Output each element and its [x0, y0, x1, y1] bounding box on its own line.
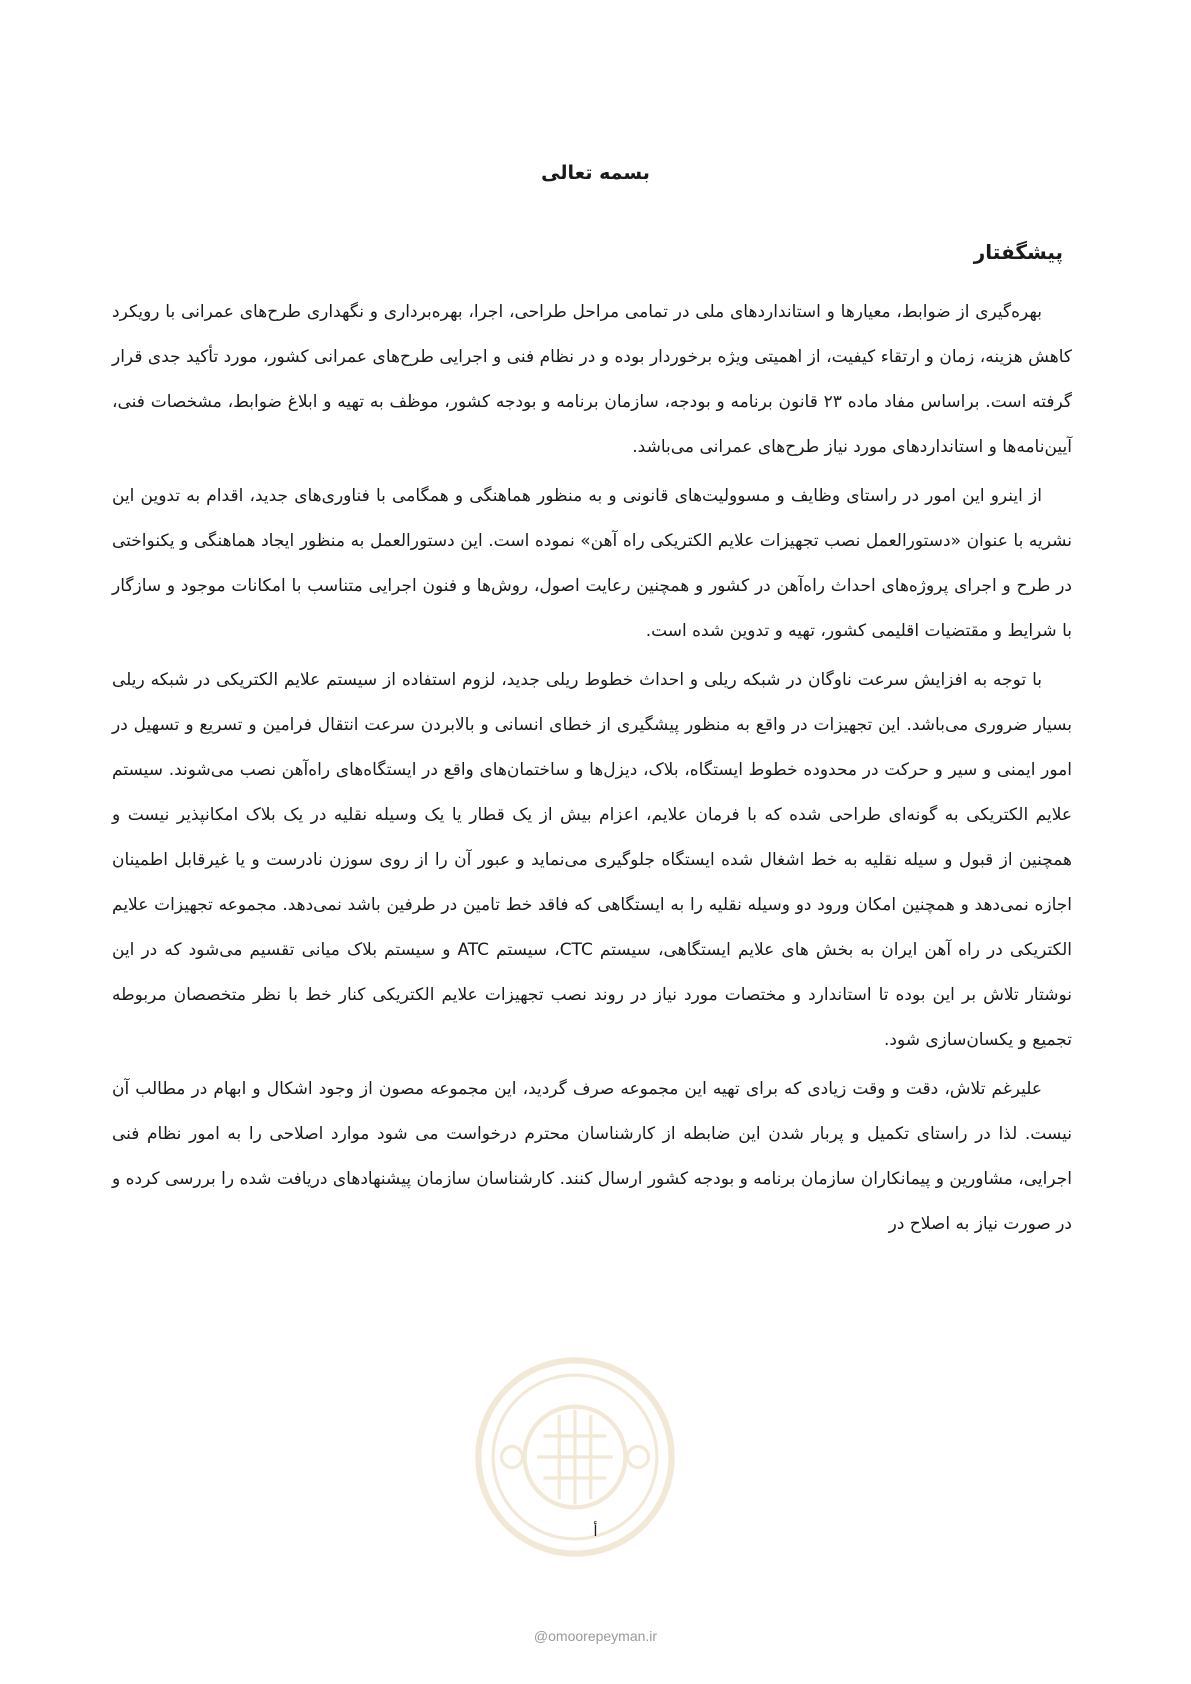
watermark-footer: @omoorepeyman.ir [533, 1628, 658, 1644]
paragraph-1: بهره‌گیری از ضوابط، معیارها و استانداردهای ملی در تمامی مراحل طراحی، اجرا، بهره‌برداری و نگهداری طرح‌های عمرانی با رویکرد کاهش هزینه، زمان و ارتقاء کیفیت، از اهمیتی ویژه برخوردار بوده و در نظام فنی و اجرایی طرح‌های عمرانی کشور، مورد تأکید جدی قرار گرفته است. براساس مفاد ماده ۲۳ قانون برنامه و بودجه، سازمان برنامه و بودجه کشور، موظف به تهیه و ابلاغ ضوابط، مشخصات فنی، آیین‌نامه‌ها و استانداردهای مورد نیاز طرح‌های عمرانی می‌باشد. [112, 302, 1072, 457]
paragraph-3: با توجه به افزایش سرعت ناوگان در شبکه ریلی و احداث خطوط ریلی جدید، لزوم استفاده از سیستم علایم الکتریکی در شبکه ریلی بسیار ضروری می‌باشد. این تجهیزات در واقع به منظور پیشگیری از خطای انسانی و بالابردن سرعت انتقال فرامین و تسریع و تسهیل در امور ایمنی و سیر و حرکت در محدوده خطوط ایستگاه، بلاک، دیزل‌ها و ساختمان‌های واقع در ایستگاه‌های راه‌آهن نصب می‌شوند. سیستم علایم الکتریکی به گونه‌ای طراحی شده که با فرمان علایم، اعزام بیش از یک قطار یا یک وسیله نقلیه در یک بلاک امکانپذیر نیست و همچنین از قبول و سیله نقلیه به خط اشغال شده ایستگاه جلوگیری می‌نماید و عبور آن را از روی سوزن نادرست و یا غیرقابل اطمینان اجازه نمی‌دهد و همچنین امکان ورود دو وسیله نقلیه را به ایستگاهی که فاقد خط تامین در طرفین باشد نمی‌دهد. مجموعه تجهیزات علایم الکتریکی در راه آهن ایران به بخش های علایم ایستگاهی، سیستم CTC، سیستم ATC و سیستم بلاک میانی تقسیم می‌شود که در این نوشتار تلاش بر این بوده تا استاندارد و مختصات مورد نیاز در روند نصب تجهیزات علایم الکتریکی کنار خط با نظر متخصصان مربوطه تجمیع و یکسان‌سازی شود. [112, 670, 1072, 1050]
basmala: بسمه تعالی [541, 162, 650, 184]
paragraph-2: از اینرو این امور در راستای وظایف و مسوولیت‌های قانونی و به منظور هماهنگی و همگامی با فناوری‌های جدید، اقدام به تدوین این نشریه با عنوان «دستورالعمل نصب تجهیزات علایم الکتریکی راه آهن» نموده است. این دستورالعمل به منظور ایجاد هماهنگی و یکنواختی در طرح و اجرای پروژه‌های احداث راه‌آهن در کشور و همچنین رعایت اصول، روش‌ها و فنون اجرایی متناسب با امکانات موجود و سازگار با شرایط و مقتضیات اقلیمی کشور، تهیه و تدوین شده است. [112, 486, 1072, 641]
section-heading: پیشگفتار [973, 240, 1063, 264]
body-text [112, 290, 1072, 1251]
page-number: أ [593, 1522, 598, 1540]
paragraph-4: علیرغم تلاش، دقت و وقت زیادی که برای تهیه این مجموعه صرف گردید، این مجموعه مصون از وجود اشکال و ابهام در مطالب آن نیست. لذا در راستای تکمیل و پربار شدن این ضابطه از کارشناسان محترم درخواست می شود موارد اصلاحی را به امور نظام فنی اجرایی، مشاورین و پیمانکاران سازمان برنامه و بودجه کشور ارسال کنند. کارشناسان سازمان پیشنهادهای دریافت شده را بررسی کرده و در صورت نیاز به اصلاح در [112, 1079, 1072, 1234]
